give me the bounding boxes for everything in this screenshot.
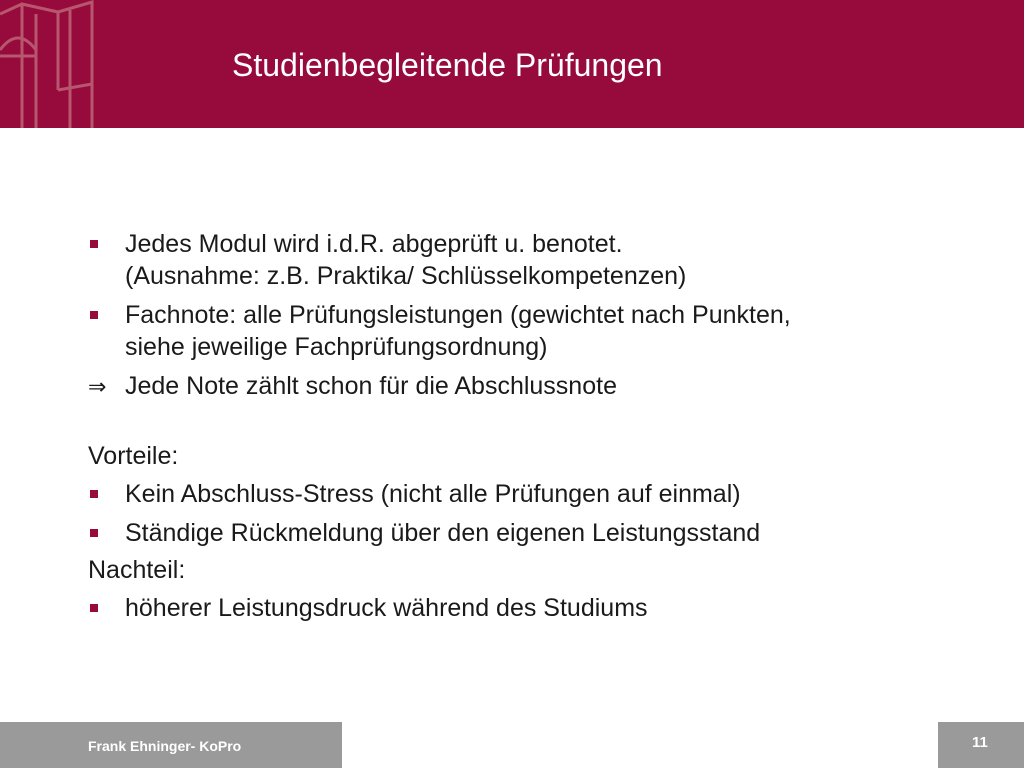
square-bullet-icon — [90, 311, 98, 319]
implies-arrow-icon: ⇒ — [88, 375, 107, 400]
bullet-line: Kein Abschluss-Stress (nicht alle Prüfungen auf einmal) — [125, 480, 741, 508]
implication-line — [88, 370, 968, 404]
bullet-line: Fachnote: alle Prüfungsleistungen (gewichtet nach Punkten, — [125, 301, 791, 329]
footer-author-bar — [0, 722, 342, 768]
bullet-line: (Ausnahme: z.B. Praktika/ Schlüsselkompetenzen) — [125, 262, 687, 290]
nachteil-heading: Nachteil: — [88, 556, 186, 584]
bullet-item — [88, 228, 968, 292]
header-bar — [0, 0, 1024, 128]
university-building-outline-icon — [0, 0, 110, 128]
bullet-line: siehe jeweilige Fachprüfungsordnung) — [125, 333, 548, 361]
page-number: 11 — [972, 734, 988, 751]
vorteil-item — [88, 478, 968, 510]
nachteil-item — [88, 592, 968, 624]
footer-author: Frank Ehninger- KoPro — [88, 738, 242, 754]
square-bullet-icon — [90, 529, 98, 537]
bullet-line: Ständige Rückmeldung über den eigenen Leistungsstand — [125, 519, 761, 547]
spacer — [88, 404, 968, 440]
square-bullet-icon — [90, 490, 98, 498]
bullet-line: Jedes Modul wird i.d.R. abgeprüft u. benotet. — [125, 230, 623, 258]
page-title: Studienbegleitende Prüfungen — [232, 47, 663, 83]
square-bullet-icon — [90, 240, 98, 248]
footer-page-box — [938, 722, 1024, 768]
slide-content — [88, 228, 968, 631]
vorteil-item — [88, 517, 968, 549]
implication-text: Jede Note zählt schon für die Abschlussnote — [125, 372, 617, 400]
vorteile-heading: Vorteile: — [88, 442, 179, 470]
bullet-line: höherer Leistungsdruck während des Studiums — [125, 594, 648, 622]
bullet-item — [88, 299, 968, 363]
square-bullet-icon — [90, 604, 98, 612]
